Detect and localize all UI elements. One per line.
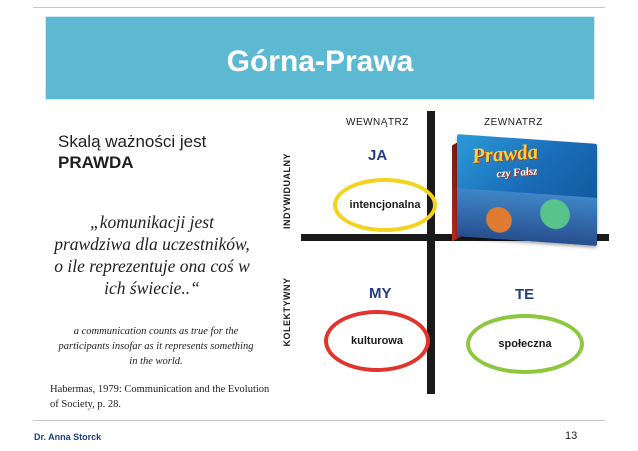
- bottom-frame-line: [33, 420, 605, 421]
- column-header-inside: WEWNĄTRZ: [346, 117, 409, 128]
- translation-line: a communication counts as true for the: [73, 326, 239, 337]
- ellipse-kulturowa: [324, 310, 430, 372]
- citation: [50, 382, 275, 412]
- english-translation: [44, 324, 268, 369]
- intro-keyword: PRAWDA: [58, 153, 134, 172]
- slide-title: Górna-Prawa: [226, 45, 414, 78]
- column-header-outside: ZEWNATRZ: [484, 117, 543, 128]
- citation-line: Habermas, 1979: Communication and the Evolution: [50, 384, 270, 395]
- citation-line: of Society, p. 28.: [50, 399, 122, 410]
- habermas-quote: [38, 211, 266, 299]
- ellipse-spoleczna: [466, 314, 584, 374]
- quadrant-label-te: TE: [515, 286, 535, 303]
- translation-line: in the world.: [129, 356, 183, 367]
- game-box-subtitle: czy Fałsz: [495, 165, 539, 181]
- quadrant-label-my: MY: [369, 285, 392, 302]
- author-footer: Dr. Anna Storck: [34, 432, 102, 442]
- row-header-collective: KOLEKTYWNY: [282, 277, 292, 347]
- row-header-individual: INDYWIDUALNY: [282, 153, 292, 229]
- game-box-image: [457, 134, 597, 246]
- translation-line: participants insofar as it represents something: [58, 341, 254, 352]
- page-number: 13: [565, 430, 578, 442]
- tag-intencjonalna: intencjonalna: [349, 199, 421, 211]
- quote-line: o ile reprezentuje ona coś w: [54, 256, 250, 276]
- game-box-title: [471, 141, 542, 186]
- top-frame-line: [33, 7, 605, 8]
- quote-line: ich świecie..“: [104, 278, 200, 298]
- quote-line: „komunikacji jest: [90, 212, 214, 232]
- intro-line: Skalą ważności jest: [58, 132, 207, 151]
- game-box-artwork: [457, 188, 597, 246]
- tag-kulturowa: kulturowa: [351, 335, 403, 347]
- quadrant-label-ja: JA: [368, 147, 388, 164]
- tag-spoleczna: społeczna: [498, 338, 552, 350]
- quote-line: prawdziwa dla uczestników,: [54, 234, 250, 254]
- ellipse-intencjonalna: [333, 178, 437, 232]
- vertical-axis: [427, 111, 435, 394]
- game-box-title-line: Prawda: [470, 139, 540, 168]
- title-bar: [45, 16, 595, 100]
- intro-text: [58, 131, 206, 173]
